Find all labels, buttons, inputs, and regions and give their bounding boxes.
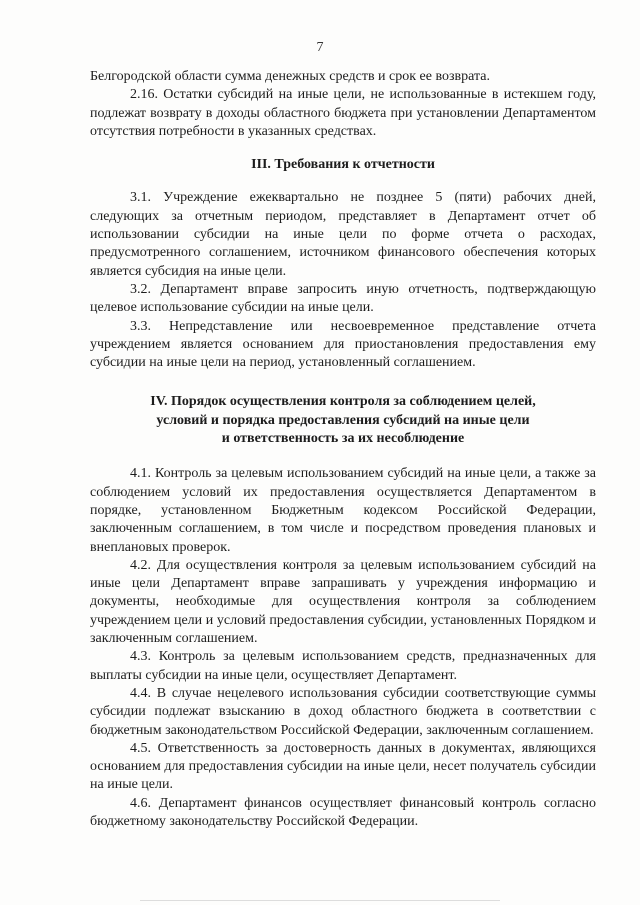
paragraph-continuation: Белгородской области сумма денежных средств и срок ее возврата. (90, 69, 490, 84)
paragraph-4-6: 4.6. Департамент финансов осуществляет финансовый контроль согласно бюджетному законодательству Российской Федерации. (90, 795, 596, 829)
document-body (90, 68, 596, 831)
paragraph-4-3: 4.3. Контроль за целевым использованием средств, предназначенных для выплаты субсидии на иные цели, осуществляет Департамент. (90, 649, 596, 683)
section-4-title-line-1: IV. Порядок осуществления контроля за соблюдением целей, (150, 394, 536, 410)
paragraph-3-2: 3.2. Департамент вправе запросить иную отчетность, подтверждающую целевое использование субсидии на иные цели. (90, 281, 596, 316)
section-4-title-line-2: условий и порядка предоставления субсидий на иные цели (156, 412, 530, 428)
paragraph-4-1: 4.1. Контроль за целевым использованием субсидий на иные цели, а также за соблюдением условий их предоставления осуществляется Департаментом в порядке, установленном Бюджетным кодексом Российской Федерации, заключенным соглашением, в том числе и посредством проведения плановых и внеплановых проверок. (90, 466, 596, 555)
section-3-title: III. Требования к отчетности (251, 157, 435, 173)
paragraph-3-3: 3.3. Непредставление или несвоевременное представление отчета учреждением является основанием для приостановления предоставления ему субсидии на иные цели на период, установленный соглашением. (90, 318, 596, 371)
paragraph-2-16: 2.16. Остатки субсидий на иные цели, не использованные в истекшем году, подлежат возврату в доходы областного бюджета при установлении Департаментом отсутствия потребности в указанных средствах. (90, 87, 596, 139)
paragraph-4-5: 4.5. Ответственность за достоверность данных в документах, являющихся основанием для предоставления субсидии на иные цели, несет получатель субсидии на иные цели. (90, 740, 596, 793)
paragraph-3-1: 3.1. Учреждение ежеквартально не позднее 5 (пяти) рабочих дней, следующих за отчетным периодом, представляет в Департамент отчет об использовании субсидии на иные цели по форме отчета о расходах, предусмотренного соглашением, источником финансового обеспечения которых является субсидия на иные цели. (90, 190, 596, 279)
paragraph-4-4: 4.4. В случае нецелевого использования субсидии соответствующие суммы субсидии подлежат взысканию в доход областного бюджета в соответствии с бюджетным законодательством Российской Федерации, заключенным соглашением. (90, 685, 596, 738)
page-number: 7 (316, 40, 324, 55)
section-4-title-line-3: и ответственность за их несоблюдение (221, 431, 465, 447)
scan-edge-line (140, 900, 500, 901)
paragraph-4-2: 4.2. Для осуществления контроля за целевым использованием субсидий на иные цели Департамент вправе запрашивать у учреждения информацию и документы, необходимые для осуществления контроля за соблюдением учреждением цели и условий предоставления субсидии, установленных Порядком и заключенным соглашением. (90, 557, 596, 647)
